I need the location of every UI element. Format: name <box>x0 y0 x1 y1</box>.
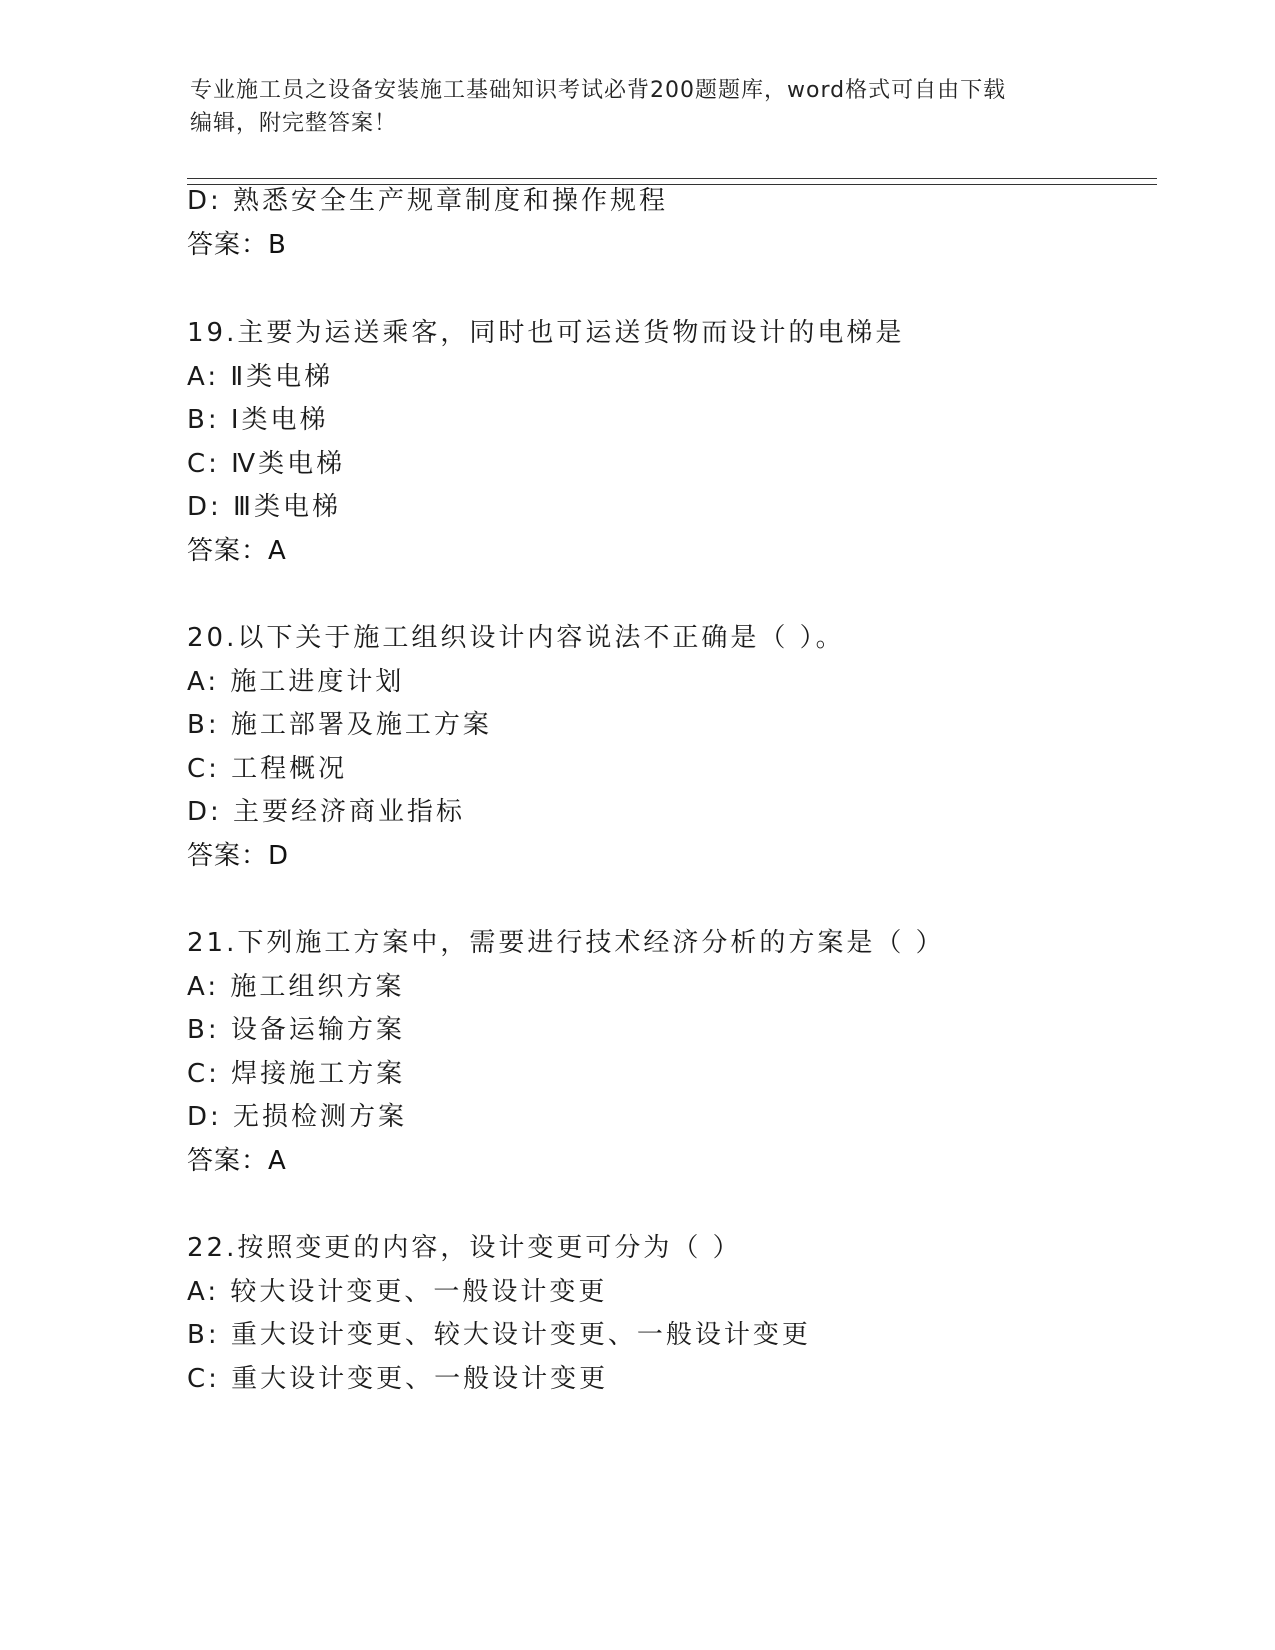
option-d: D: 主要经济商业指标 <box>187 797 466 827</box>
answer-label: 答案：B <box>187 230 287 260</box>
option-a: A: 施工进度计划 <box>187 667 405 697</box>
header-line-2: 编辑，附完整答案！ <box>190 111 398 136</box>
question-22: 22.按照变更的内容，设计变更可分为（ ） <box>187 1233 742 1263</box>
question-20: 20.以下关于施工组织设计内容说法不正确是（ ）。 <box>187 623 845 653</box>
option-b: B: 重大设计变更、较大设计变更、一般设计变更 <box>187 1320 811 1350</box>
header-line-1: 专业施工员之设备安装施工基础知识考试必背200题题库，word格式可自由下载 <box>190 78 1007 103</box>
option-b: B: 设备运输方案 <box>187 1015 405 1045</box>
option-c: C: 重大设计变更、一般设计变更 <box>187 1364 609 1394</box>
option-c: C: 焊接施工方案 <box>187 1059 406 1089</box>
option-a: A: 较大设计变更、一般设计变更 <box>187 1277 608 1307</box>
option-b: B: Ⅰ类电梯 <box>187 405 329 435</box>
option-d: D: Ⅲ类电梯 <box>187 492 341 522</box>
question-21: 21.下列施工方案中，需要进行技术经济分析的方案是（ ） <box>187 928 945 958</box>
answer-label: 答案：A <box>187 536 287 566</box>
question-19: 19.主要为运送乘客，同时也可运送货物而设计的电梯是 <box>187 318 905 348</box>
option-c: C: Ⅳ类电梯 <box>187 449 346 479</box>
answer-label: 答案：A <box>187 1146 287 1176</box>
option-a: A: 施工组织方案 <box>187 972 405 1002</box>
option-b: B: 施工部署及施工方案 <box>187 710 492 740</box>
option-a: A: Ⅱ类电梯 <box>187 362 334 392</box>
answer-label: 答案：D <box>187 841 290 871</box>
option-d: D: 无损检测方案 <box>187 1102 408 1132</box>
option-d: D: 熟悉安全生产规章制度和操作规程 <box>187 186 669 216</box>
option-c: C: 工程概况 <box>187 754 348 784</box>
document-header <box>190 74 1090 140</box>
